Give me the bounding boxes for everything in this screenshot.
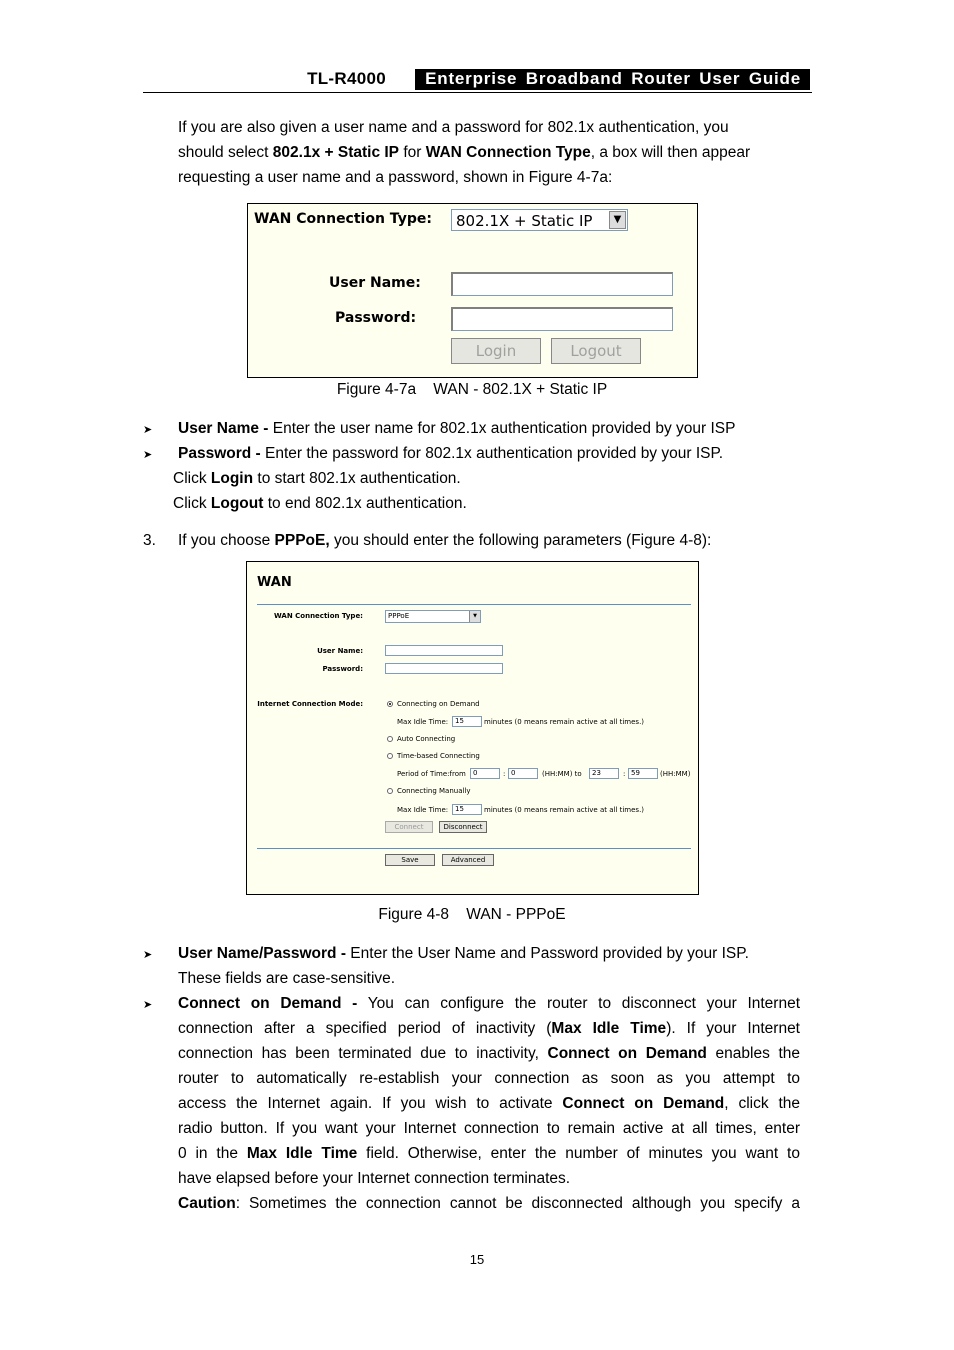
bullet-connect-on-demand xyxy=(178,991,800,1216)
text: access the Internet again. If you wish to activate xyxy=(178,1095,563,1112)
text-line: radio button. If you want your Internet connection to remain active at all times, enter xyxy=(178,1120,800,1137)
time-separator: : xyxy=(503,770,506,778)
product-model: TL-R4000 xyxy=(307,69,386,88)
intro-paragraph xyxy=(178,115,800,190)
wan-connection-type-label: WAN Connection Type: xyxy=(254,211,432,227)
text: enables the xyxy=(706,1045,801,1062)
figure-4-7a xyxy=(247,203,698,378)
wan-connection-type-select[interactable] xyxy=(385,610,481,623)
hhmm-to-label: (HH:MM) to xyxy=(542,770,582,778)
figure-4-7a-caption: Figure 4-7a WAN - 802.1X + Static IP xyxy=(336,381,608,398)
divider xyxy=(257,848,691,849)
time-separator: : xyxy=(623,770,626,778)
chevron-down-icon[interactable]: ▼ xyxy=(609,211,626,229)
password-input[interactable] xyxy=(385,663,503,674)
step-3-text xyxy=(178,528,800,553)
text: If you choose xyxy=(178,532,275,549)
text-line xyxy=(178,941,800,966)
text-line xyxy=(178,1091,800,1116)
wan-connection-type-select[interactable] xyxy=(451,209,628,231)
password-input[interactable] xyxy=(451,307,673,331)
chevron-down-icon[interactable]: ▼ xyxy=(469,611,480,622)
bullet-user-name-password xyxy=(178,941,800,991)
page-header xyxy=(143,68,812,93)
text: Enter the User Name and Password provided by your ISP. xyxy=(346,945,749,962)
figure-4-8-caption: Figure 4-8 WAN - PPPoE xyxy=(378,906,566,923)
page-number: 15 xyxy=(469,1252,485,1267)
max-idle-time-note-2: minutes (0 means remain active at all times.) xyxy=(484,806,645,814)
text: ). If your Internet xyxy=(666,1020,800,1037)
user-name-input[interactable] xyxy=(451,272,673,296)
guide-title: Enterprise Broadband Router User Guide xyxy=(415,69,810,90)
connect-button[interactable]: Connect xyxy=(385,821,433,833)
term: Connect on Demand - xyxy=(178,995,358,1012)
selected-value: 802.1X + Static IP xyxy=(456,212,593,230)
max-idle-time-input[interactable]: 15 xyxy=(452,716,482,727)
user-name-label: User Name: xyxy=(317,647,363,655)
password-label: Password: xyxy=(335,310,417,326)
text-line xyxy=(178,1041,800,1066)
click-login-line xyxy=(173,466,795,491)
hhmm-label: (HH:MM) xyxy=(660,770,691,778)
term: Password - xyxy=(178,445,261,462)
text: : Sometimes the connection cannot be disconnected although you specify a xyxy=(235,1195,800,1212)
emphasis: Login xyxy=(210,470,254,487)
text: connection has been terminated due to inactivity, xyxy=(178,1045,548,1062)
advanced-button[interactable]: Advanced xyxy=(442,854,494,866)
radio-auto-connecting[interactable] xyxy=(387,736,393,742)
term: User Name - xyxy=(178,420,269,437)
text: Click xyxy=(173,495,211,512)
emphasis: PPPoE, xyxy=(274,532,330,549)
wan-title: WAN xyxy=(257,575,292,590)
logout-button[interactable]: Logout xyxy=(551,338,641,364)
intro-line-3: requesting a user name and a password, shown in Figure 4-7a: xyxy=(178,169,613,186)
time-based-connecting-label: Time-based Connecting xyxy=(397,752,480,760)
text: Enter the user name for 802.1x authentication provided by your ISP xyxy=(268,420,736,437)
radio-time-based-connecting[interactable] xyxy=(387,753,393,759)
bullet-password xyxy=(178,441,800,466)
divider xyxy=(257,604,691,605)
text: Click xyxy=(173,470,211,487)
text: , a box will then appear xyxy=(590,144,751,161)
text: to end 802.1x authentication. xyxy=(263,495,467,512)
text: field. Otherwise, enter the number of minutes you want to xyxy=(357,1145,800,1162)
max-idle-time-label-2: Max Idle Time: xyxy=(397,806,449,814)
text-line: router to automatically re-establish your connection as soon as you attempt to xyxy=(178,1070,800,1087)
user-name-label: User Name: xyxy=(329,275,421,291)
emphasis: 802.1x + Static IP xyxy=(272,144,400,161)
bullet-arrow-icon: ➤ xyxy=(143,999,153,1011)
text: Enter the password for 802.1x authentication provided by your ISP. xyxy=(260,445,724,462)
text-line: These fields are case-sensitive. xyxy=(178,970,396,987)
user-name-input[interactable] xyxy=(385,645,503,656)
emphasis: WAN Connection Type xyxy=(425,144,591,161)
text-line xyxy=(178,1016,800,1041)
disconnect-button[interactable]: Disconnect xyxy=(439,821,487,833)
text-line xyxy=(178,1141,800,1166)
connect-on-demand-label: Connecting on Demand xyxy=(397,700,480,708)
text: to start 802.1x authentication. xyxy=(253,470,461,487)
intro-line-1: If you are also given a user name and a password for 802.1x authentication, you xyxy=(178,119,729,136)
emphasis: Max Idle Time xyxy=(246,1145,358,1162)
text: should select xyxy=(178,144,273,161)
from-minute-input[interactable]: 0 xyxy=(508,768,538,779)
radio-connect-manually[interactable] xyxy=(387,788,393,794)
intro-line-2 xyxy=(178,140,800,165)
click-logout-line xyxy=(173,491,795,516)
emphasis: Connect on Demand xyxy=(547,1045,707,1062)
from-hour-input[interactable]: 0 xyxy=(470,768,500,779)
term: User Name/Password - xyxy=(178,945,346,962)
text: , click the xyxy=(724,1095,801,1112)
bullet-arrow-icon: ➤ xyxy=(143,424,153,436)
to-hour-input[interactable]: 23 xyxy=(589,768,619,779)
period-of-time-label: Period of Time:from xyxy=(397,770,466,778)
caution-line xyxy=(178,1191,800,1216)
max-idle-time-note: minutes (0 means remain active at all times.) xyxy=(484,718,645,726)
bullet-arrow-icon: ➤ xyxy=(143,949,153,961)
text-line xyxy=(178,991,800,1016)
internet-connection-mode-label: Internet Connection Mode: xyxy=(257,700,363,708)
text: You can configure the router to disconnect your Internet xyxy=(357,995,801,1012)
text: you should enter the following parameters (Figure 4-8): xyxy=(329,532,712,549)
wan-connection-type-label: WAN Connection Type: xyxy=(274,612,363,620)
step-number: 3. xyxy=(143,532,156,549)
password-label: Password: xyxy=(322,665,363,673)
to-minute-input[interactable]: 59 xyxy=(628,768,658,779)
login-button[interactable]: Login xyxy=(451,338,541,364)
max-idle-time-input-2[interactable]: 15 xyxy=(452,804,482,815)
bullet-arrow-icon: ➤ xyxy=(143,449,153,461)
text-line: have elapsed before your Internet connection terminates. xyxy=(178,1170,571,1187)
save-button[interactable]: Save xyxy=(385,854,435,866)
text: connection after a specified period of inactivity ( xyxy=(178,1020,552,1037)
text: 0 in the xyxy=(178,1145,247,1162)
max-idle-time-label: Max Idle Time: xyxy=(397,718,449,726)
term: Caution xyxy=(178,1195,236,1212)
radio-connect-on-demand[interactable] xyxy=(387,701,393,707)
emphasis: Connect on Demand xyxy=(562,1095,725,1112)
bullet-user-name xyxy=(178,416,800,441)
selected-value: PPPoE xyxy=(388,612,410,620)
figure-4-8 xyxy=(246,561,699,895)
emphasis: Logout xyxy=(210,495,264,512)
connect-manually-label: Connecting Manually xyxy=(397,787,471,795)
text: for xyxy=(399,144,426,161)
emphasis: Max Idle Time xyxy=(551,1020,667,1037)
auto-connecting-label: Auto Connecting xyxy=(397,735,456,743)
